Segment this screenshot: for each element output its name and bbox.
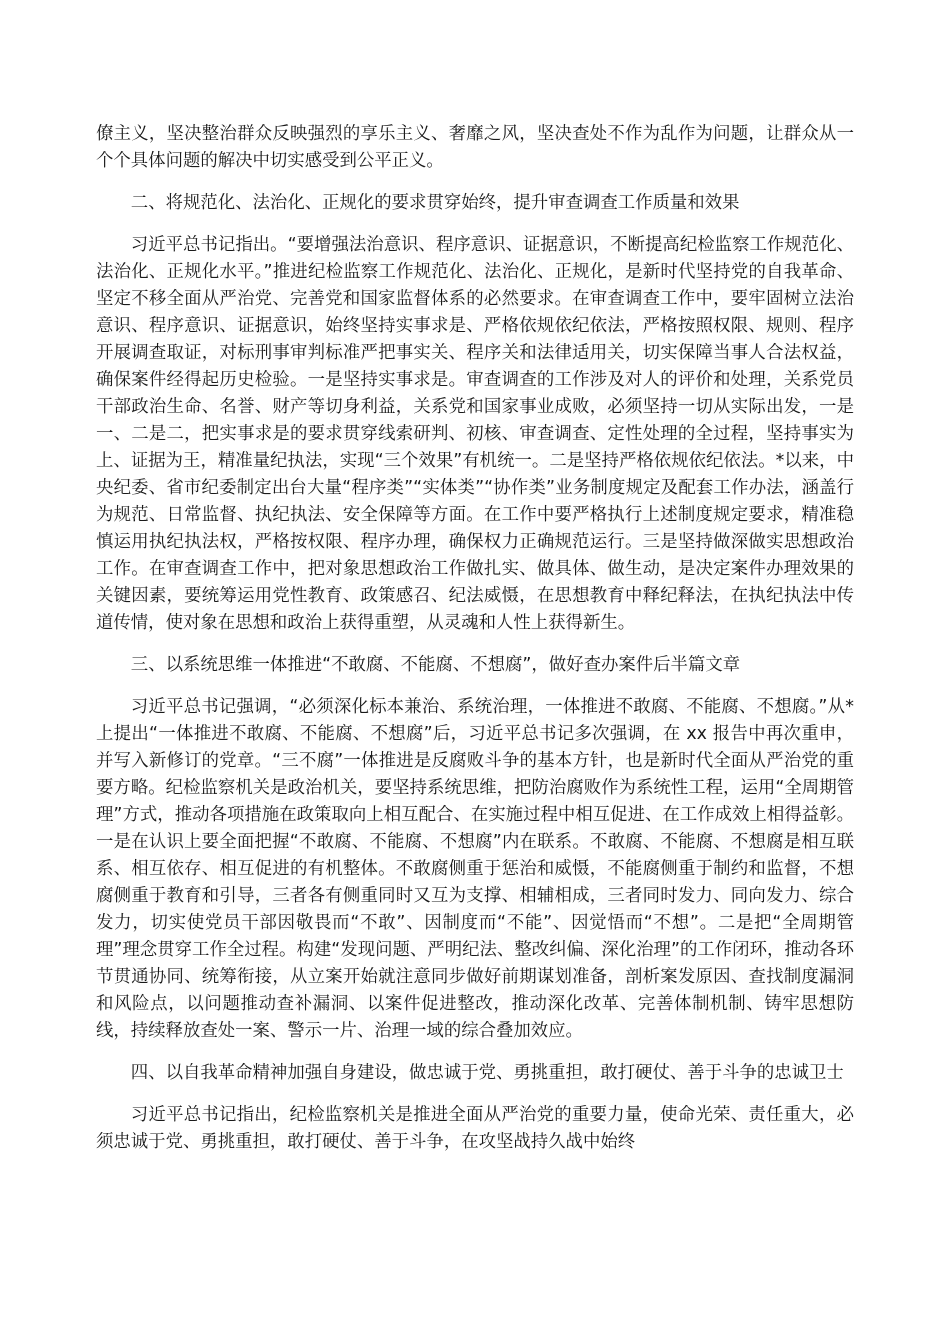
section-heading-2: 二、将规范化、法治化、正规化的要求贯穿始终，提升审查调查工作质量和效果 — [130, 193, 740, 213]
section-heading-4: 四、以自我革命精神加强自身建设，做忠诚于党、勇挑重担，敢打硬仗、善于斗争的忠诚卫士 — [130, 1063, 844, 1083]
body-paragraph: 习近平总书记指出，纪检监察机关是推进全面从严治党的重要力量，使命光荣、责任重大，必须忠诚于党、勇挑重担，敢打硬仗、善于斗争，在攻坚战持久战中始终 — [96, 1105, 854, 1152]
body-paragraph: 习近平总书记指出。“要增强法治意识、程序意识、证据意识，不断提高纪检监察工作规范化、法治化、正规化水平。”推进纪检监察工作规范化、法治化、正规化，是新时代坚持党的自我革命、坚定不移全面从严治党、完善党和国家监督体系的必然要求。在审查调查工作中，要牢固树立法治意识、程序意识、证据意识，始终坚持实事求是、严格依规依纪依法，严格按照权限、规则、程序开展调查取证，对标刑事审判标准严把事实关、程序关和法律适用关，切实保障当事人合法权益，确保案件经得起历史检验。一是坚持实事求是。审查调查的工作涉及对人的评价和处理，关系党员干部政治生命、名誉、财产等切身利益，关系党和国家事业成败，必须坚持一切从实际出发，一是一、二是二，把实事求是的要求贯穿线索研判、初核、审查调查、定性处理的全过程，坚持事实为上、证据为王，精准量纪执法，实现“三个效果”有机统一。二是坚持严格依规依纪依法。*以来，中央纪委、省市纪委制定出台大量“程序类”“实体类”“协作类”业务制度规定及配套工作办法，涵盖行为规范、日常监督、执纪执法、安全保障等方面。在工作中要严格执行上述制度规定要求，精准稳慎运用执纪执法权，严格按权限、程序办理，确保权力正确规范运行。三是坚持做深做实思想政治工作。在审查调查工作中，把对象思想政治工作做扎实、做具体、做生动，是决定案件办理效果的关键因素，要统筹运用党性教育、政策感召、纪法威慑，在思想教育中释纪释法，在执纪执法中传道传情，使对象在思想和政治上获得重塑，从灵魂和人性上获得新生。 — [96, 235, 854, 633]
document-page — [96, 121, 854, 1156]
section-heading-3: 三、以系统思维一体推进“不敢腐、不能腐、不想腐”，做好查办案件后半篇文章 — [130, 655, 741, 675]
body-paragraph: 习近平总书记强调，“必须深化标本兼治、系统治理，一体推进不敢腐、不能腐、不想腐。”从*上提出“一体推进不敢腐、不能腐、不想腐”后，习近平总书记多次强调，在 xx 报告中再次重申，并写入新修订的党章。“三不腐”一体推进是反腐败斗争的基本方针，也是新时代全面从严治党的重要方略。纪检监察机关是政治机关，要坚持系统思维，把防治腐败作为系统性工程，运用“全周期管理”方式，推动各项措施在政策取向上相互配合、在实施过程中相互促进、在工作成效上相得益彰。一是在认识上要全面把握“不敢腐、不能腐、不想腐”内在联系。不敢腐、不能腐、不想腐是相互联系、相互依存、相互促进的有机整体。不敢腐侧重于惩治和威慑，不能腐侧重于制约和监督，不想腐侧重于教育和引导，三者各有侧重同时又互为支撑、相辅相成，三者同时发力、同向发力、综合发力，切实使党员干部因敬畏而“不敢”、因制度而“不能”、因觉悟而“不想”。二是把“全周期管理”理念贯穿工作全过程。构建“发现问题、严明纪法、整改纠偏、深化治理”的工作闭环，推动各环节贯通协同、统筹衔接，从立案开始就注意同步做好前期谋划准备，剖析案发原因、查找制度漏洞和风险点，以问题推动查补漏洞、以案件促进整改，推动深化改革、完善体制机制、铸牢思想防线，持续释放查处一案、警示一片、治理一域的综合叠加效应。 — [96, 697, 854, 1041]
body-paragraph-continued: 僚主义，坚决整治群众反映强烈的享乐主义、奢靡之风，坚决查处不作为乱作为问题，让群众从一个个具体问题的解决中切实感受到公平正义。 — [96, 124, 854, 171]
